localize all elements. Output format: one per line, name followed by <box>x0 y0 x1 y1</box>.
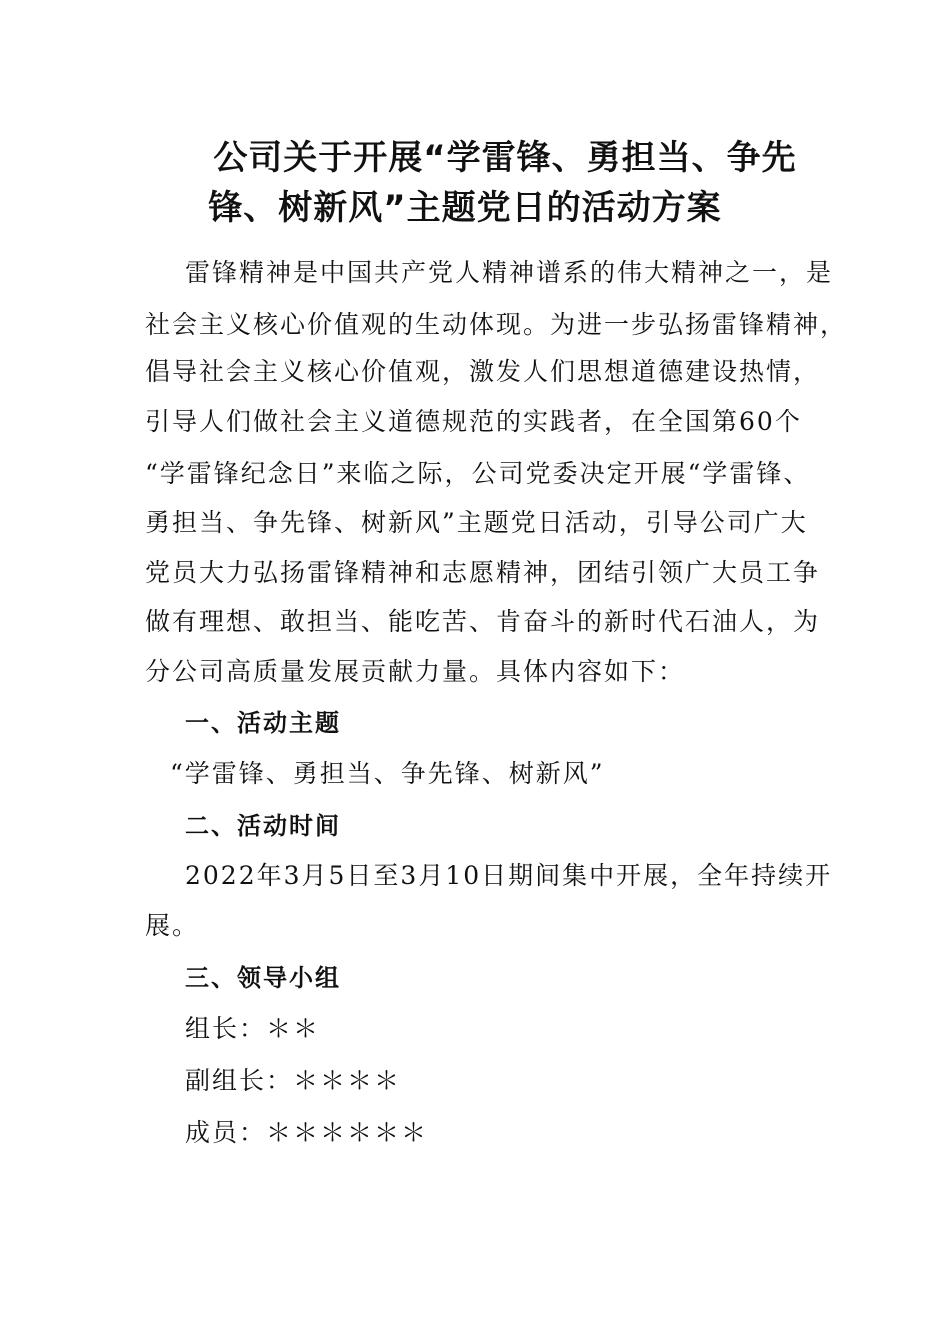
deputy-leader-line: 副组长：＊＊＊＊ <box>185 1066 402 1095</box>
intro-line-4: 引导人们做社会主义道德规范的实践者，在全国第60个 <box>145 407 802 436</box>
section-2-text-line-1: 2022年3月5日至3月10日期间集中开展，全年持续开 <box>185 861 833 890</box>
intro-line-1: 雷锋精神是中国共产党人精神谱系的伟大精神之一，是 <box>185 258 834 287</box>
intro-line-3: 倡导社会主义核心价值观，激发人们思想道德建设热情， <box>145 357 821 386</box>
section-1-heading: 一、活动主题 <box>185 709 341 737</box>
intro-line-2: 社会主义核心价值观的生动体现。为进一步弘扬雷锋精神， <box>145 310 848 339</box>
members-line: 成员：＊＊＊＊＊＊ <box>185 1118 429 1147</box>
section-1-text: “学雷锋、勇担当、争先锋、树新风” <box>170 759 605 788</box>
section-3-heading: 三、领导小组 <box>185 964 341 992</box>
intro-line-5: “学雷锋纪念日”来临之际，公司党委决定开展“学雷锋、 <box>145 459 811 488</box>
document-title-line-1: 公司关于开展“学雷锋、勇担当、争先 <box>213 138 797 178</box>
section-2-heading: 二、活动时间 <box>185 812 341 840</box>
intro-line-7: 党员大力弘扬雷锋精神和志愿精神，团结引领广大员工争 <box>145 558 821 587</box>
intro-line-8: 做有理想、敢担当、能吃苦、肯奋斗的新时代石油人，为 <box>145 607 821 636</box>
document-title-line-2: 锋、树新风”主题党日的活动方案 <box>208 188 722 228</box>
section-2-text-line-2: 展。 <box>145 911 200 940</box>
leader-line: 组长：＊＊ <box>185 1014 321 1043</box>
intro-line-9: 分公司高质量发展贡献力量。具体内容如下： <box>145 657 686 686</box>
intro-line-6: 勇担当、争先锋、树新风”主题党日活动，引导公司广大 <box>145 508 808 537</box>
